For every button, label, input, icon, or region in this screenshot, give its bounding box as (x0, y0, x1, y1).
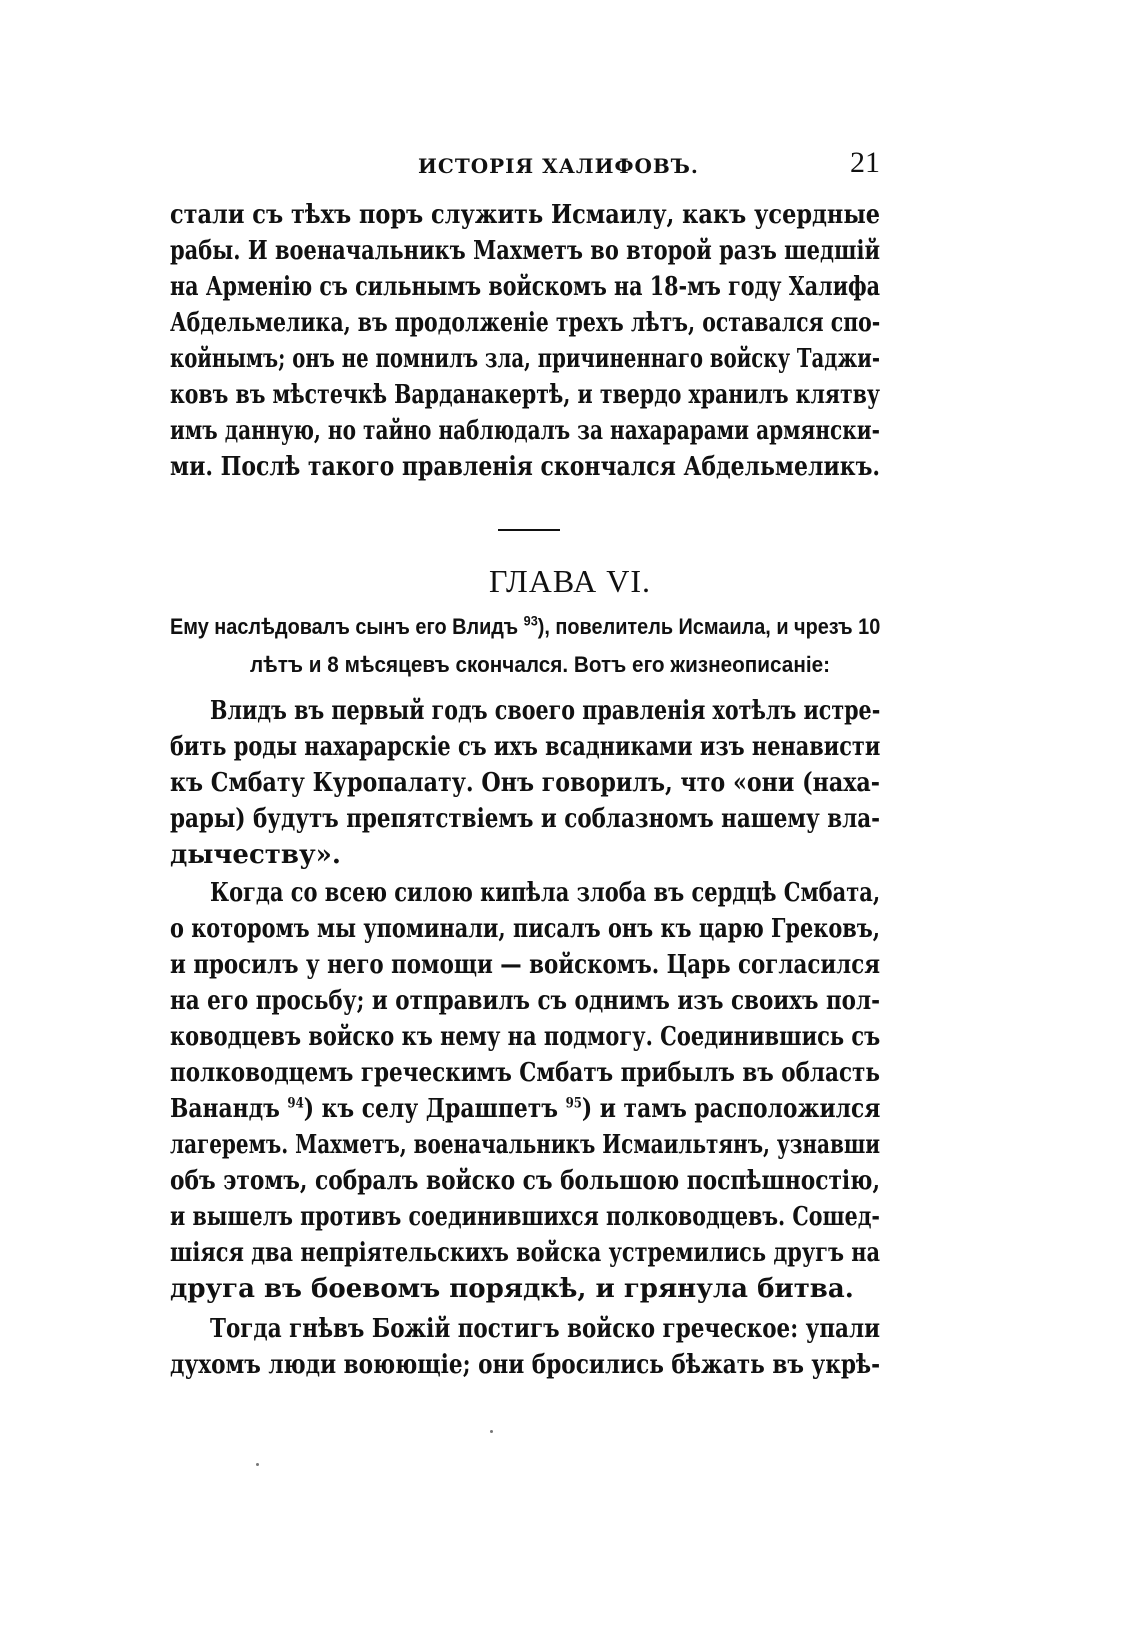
text-line: дычеству». (170, 840, 341, 870)
text-line: Влидъ въ первый годъ своего правленія хотѣлъ истре- (210, 696, 881, 726)
text-line: къ Смбату Куропалату. Онъ говорилъ, что «они (наха- (170, 768, 881, 798)
footnote-ref: 95 (565, 1095, 582, 1112)
text-line (170, 1092, 880, 1126)
chapter-summary-line (170, 612, 880, 642)
text-line: ководцевъ войско къ нему на подмогу. Соединившись съ (170, 1022, 881, 1052)
text-segment: Ванандъ (170, 1094, 280, 1124)
text-line: Абдельмелика, въ продолженіе трехъ лѣтъ, оставался спо- (170, 308, 881, 338)
text-segment: ) и тамъ расположился (581, 1094, 881, 1124)
summary-text: ), повелитель Исмаила, и чрезъ 10 (537, 614, 881, 639)
text-line: Когда со всею силою кипѣла злоба въ сердцѣ Смбата, (210, 878, 881, 908)
footnote-ref: 93 (523, 612, 538, 629)
text-line: бить роды нахарарскіе съ ихъ всадниками изъ ненависти (170, 732, 881, 762)
text-line: на его просьбу; и отправилъ съ однимъ изъ своихъ пол- (170, 986, 881, 1016)
text-line: объ этомъ, собралъ войско съ большою поспѣшностію, (170, 1166, 881, 1196)
summary-text: Ему наслѣдовалъ сынъ его Влидъ (170, 614, 519, 639)
text-line: и просилъ у него помощи — войскомъ. Царь согласился (170, 950, 881, 980)
section-divider (498, 529, 560, 531)
text-line: стали съ тѣхъ поръ служить Исмаилу, какъ усердные (170, 200, 881, 230)
print-speck (256, 1463, 259, 1466)
text-line: ковъ въ мѣстечкѣ Варданакертѣ, и твердо хранилъ клятву (170, 380, 881, 410)
text-line: шіяся два непріятельскихъ войска устремились другъ на (170, 1238, 881, 1268)
text-segment: ) къ селу Драшпетъ (303, 1094, 558, 1124)
text-line: ми. Послѣ такого правленія скончался Абдельмеликъ. (170, 452, 881, 482)
text-line: друга въ боевомъ порядкѣ, и грянула битва. (170, 1274, 854, 1304)
text-line: имъ данную, но тайно наблюдалъ за нахарарами армянски- (170, 416, 880, 446)
text-line: на Арменію съ сильнымъ войскомъ на 18-мъ году Халифа (170, 272, 881, 302)
footnote-ref: 94 (287, 1095, 304, 1112)
page-number: 21 (850, 146, 880, 179)
text-line: полководцемъ греческимъ Смбатъ прибылъ въ область (170, 1058, 880, 1088)
text-line: Тогда гнѣвъ Божій постигъ войско греческое: упали (210, 1314, 880, 1344)
chapter-title: ГЛАВА VI. (488, 563, 652, 599)
text-line: рабы. И военачальникъ Махметъ во второй разъ шедшій (170, 236, 880, 266)
text-line: духомъ люди воюющіе; они бросились бѣжать въ укрѣ- (170, 1350, 881, 1380)
print-speck (490, 1430, 493, 1433)
text-line: о которомъ мы упоминали, писалъ онъ къ царю Грековъ, (170, 914, 881, 944)
running-title: ИСТОРІЯ ХАЛИФОВЪ. (418, 154, 699, 178)
text-line: лагеремъ. Махметъ, военачальникъ Исмаильтянъ, узнавши (170, 1130, 881, 1160)
text-line: и вышелъ противъ соединившихся полководцевъ. Сошед- (170, 1202, 880, 1232)
chapter-summary-line: лѣтъ и 8 мѣсяцевъ скончался. Вотъ его жизнеописаніе: (250, 652, 831, 677)
text-line: койнымъ; онъ не помнилъ зла, причиненнаго войску Таджи- (170, 344, 880, 374)
running-header (170, 146, 880, 190)
text-line: рары) будутъ препятствіемъ и соблазномъ нашему вла- (170, 804, 881, 834)
